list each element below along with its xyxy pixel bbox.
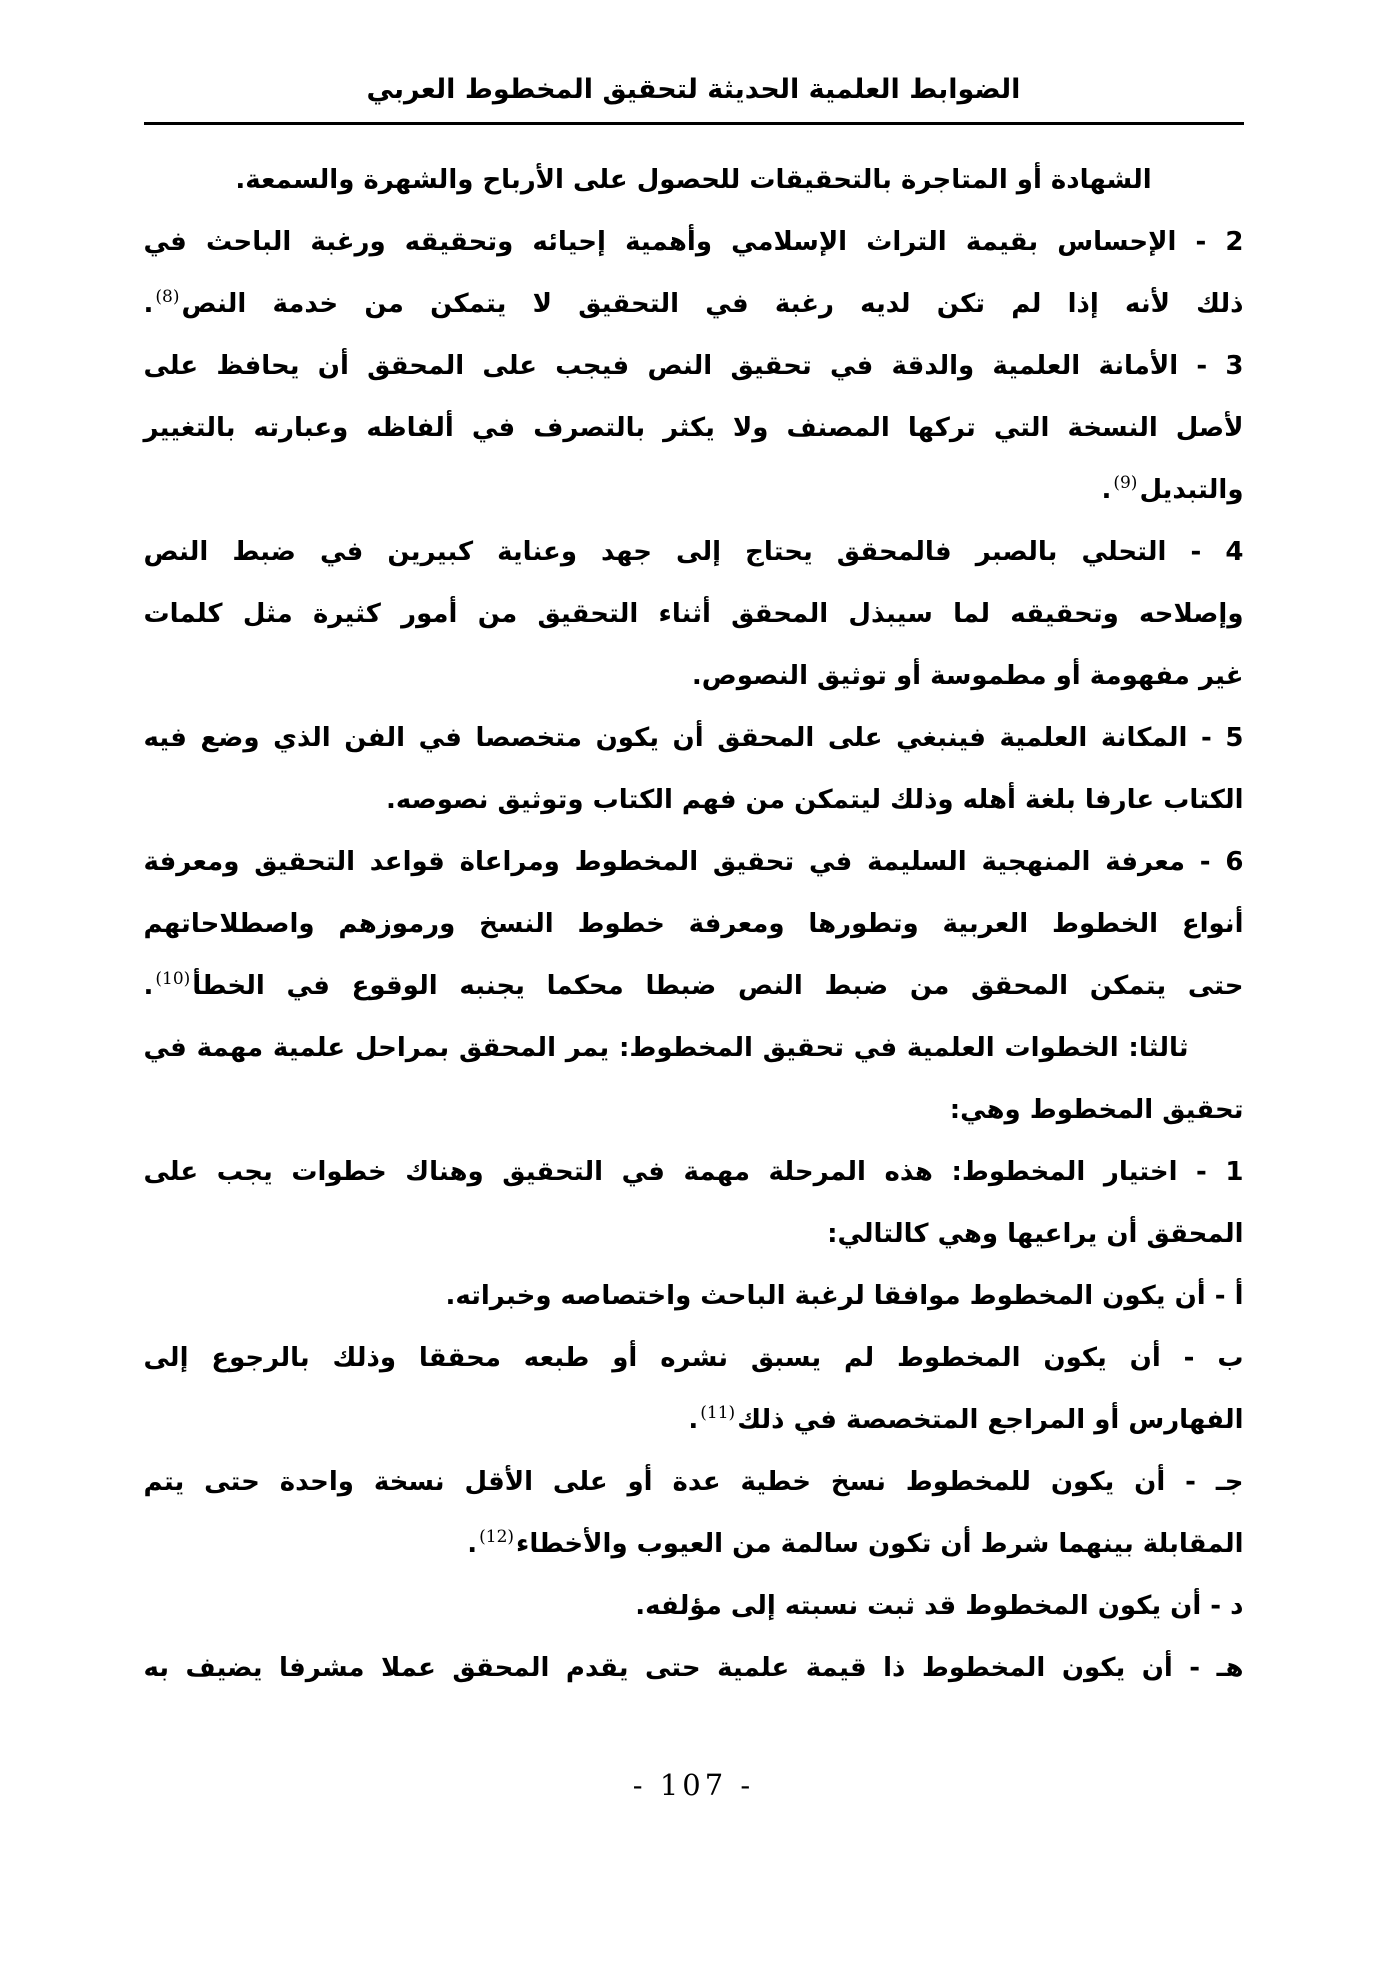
text-line: ثالثا: الخطوات العلمية في تحقيق المخطوط: يمر المحقق بمراحل علمية مهمة في <box>143 1033 1189 1063</box>
footnote-ref: (9) <box>1113 473 1138 494</box>
text-line: والتبديل$^{(9)}$. <box>1101 473 1244 505</box>
text-line: أ - أن يكون المخطوط موافقا لرغبة الباحث واختصاصه وخبراته. <box>445 1281 1244 1311</box>
text-line: د - أن يكون المخطوط قد ثبت نسبته إلى مؤلفه. <box>635 1591 1244 1621</box>
text-line: غير مفهومة أو مطموسة أو توثيق النصوص. <box>691 661 1244 691</box>
body-text <box>144 125 1244 1699</box>
text-line: لأصل النسخة التي تركها المصنف ولا يكثر بالتصرف في ألفاظه وعبارته بالتغيير <box>143 413 1244 443</box>
text-line: هـ - أن يكون المخطوط ذا قيمة علمية حتى يقدم المحقق عملا مشرفا يضيف به <box>143 1653 1244 1683</box>
text-line: 2 - الإحساس بقيمة التراث الإسلامي وأهمية إحيائه وتحقيقه ورغبة الباحث في <box>143 227 1244 257</box>
text-line: المقابلة بينهما شرط أن تكون سالمة من العيوب والأخطاء$^{(12)}$. <box>467 1527 1244 1559</box>
text-line: المحقق أن يراعيها وهي كالتالي: <box>827 1219 1244 1249</box>
footnote-ref: (10) <box>155 969 191 990</box>
text-line: 4 - التحلي بالصبر فالمحقق يحتاج إلى جهد وعناية كبيرين في ضبط النص <box>143 537 1244 567</box>
page-number: - 107 - <box>632 1768 755 1802</box>
text-line: الفهارس أو المراجع المتخصصة في ذلك$^{(11)}$. <box>688 1403 1244 1435</box>
page-header-title: الضوابط العلمية الحديثة لتحقيق المخطوط العربي <box>366 74 1021 105</box>
text-line: 6 - معرفة المنهجية السليمة في تحقيق المخطوط ومراعاة قواعد التحقيق ومعرفة <box>143 847 1244 877</box>
text-line: الشهادة أو المتاجرة بالتحقيقات للحصول على الأرباح والشهرة والسمعة. <box>235 165 1152 195</box>
text-line: أنواع الخطوط العربية وتطورها ومعرفة خطوط النسخ ورموزهم واصطلاحاتهم <box>143 909 1244 939</box>
page-content <box>144 0 1244 1699</box>
text-line: تحقيق المخطوط وهي: <box>949 1095 1244 1125</box>
text-line: جـ - أن يكون للمخطوط نسخ خطية عدة أو على الأقل نسخة واحدة حتى يتم <box>143 1467 1244 1497</box>
footnote-ref: (11) <box>700 1403 736 1424</box>
text-line: ب - أن يكون المخطوط لم يسبق نشره أو طبعه محققا وذلك بالرجوع إلى <box>143 1343 1244 1373</box>
text-line: 5 - المكانة العلمية فينبغي على المحقق أن يكون متخصصا في الفن الذي وضع فيه <box>143 723 1244 753</box>
text-line: وإصلاحه وتحقيقه لما سيبذل المحقق أثناء التحقيق من أمور كثيرة مثل كلمات <box>143 599 1244 629</box>
text-line: حتى يتمكن المحقق من ضبط النص ضبطا محكما يجنبه الوقوع في الخطأ$^{(10)}$. <box>143 969 1244 1001</box>
text-line: 1 - اختيار المخطوط: هذه المرحلة مهمة في التحقيق وهناك خطوات يجب على <box>143 1157 1244 1187</box>
footnote-ref: (12) <box>479 1527 515 1548</box>
text-line: ذلك لأنه إذا لم تكن لديه رغبة في التحقيق لا يتمكن من خدمة النص$^{(8)}$. <box>143 287 1244 319</box>
text-line: الكتاب عارفا بلغة أهله وذلك ليتمكن من فهم الكتاب وتوثيق نصوصه. <box>385 785 1244 815</box>
text-line: 3 - الأمانة العلمية والدقة في تحقيق النص فيجب على المحقق أن يحافظ على <box>143 351 1244 381</box>
footnote-ref: (8) <box>155 287 180 308</box>
